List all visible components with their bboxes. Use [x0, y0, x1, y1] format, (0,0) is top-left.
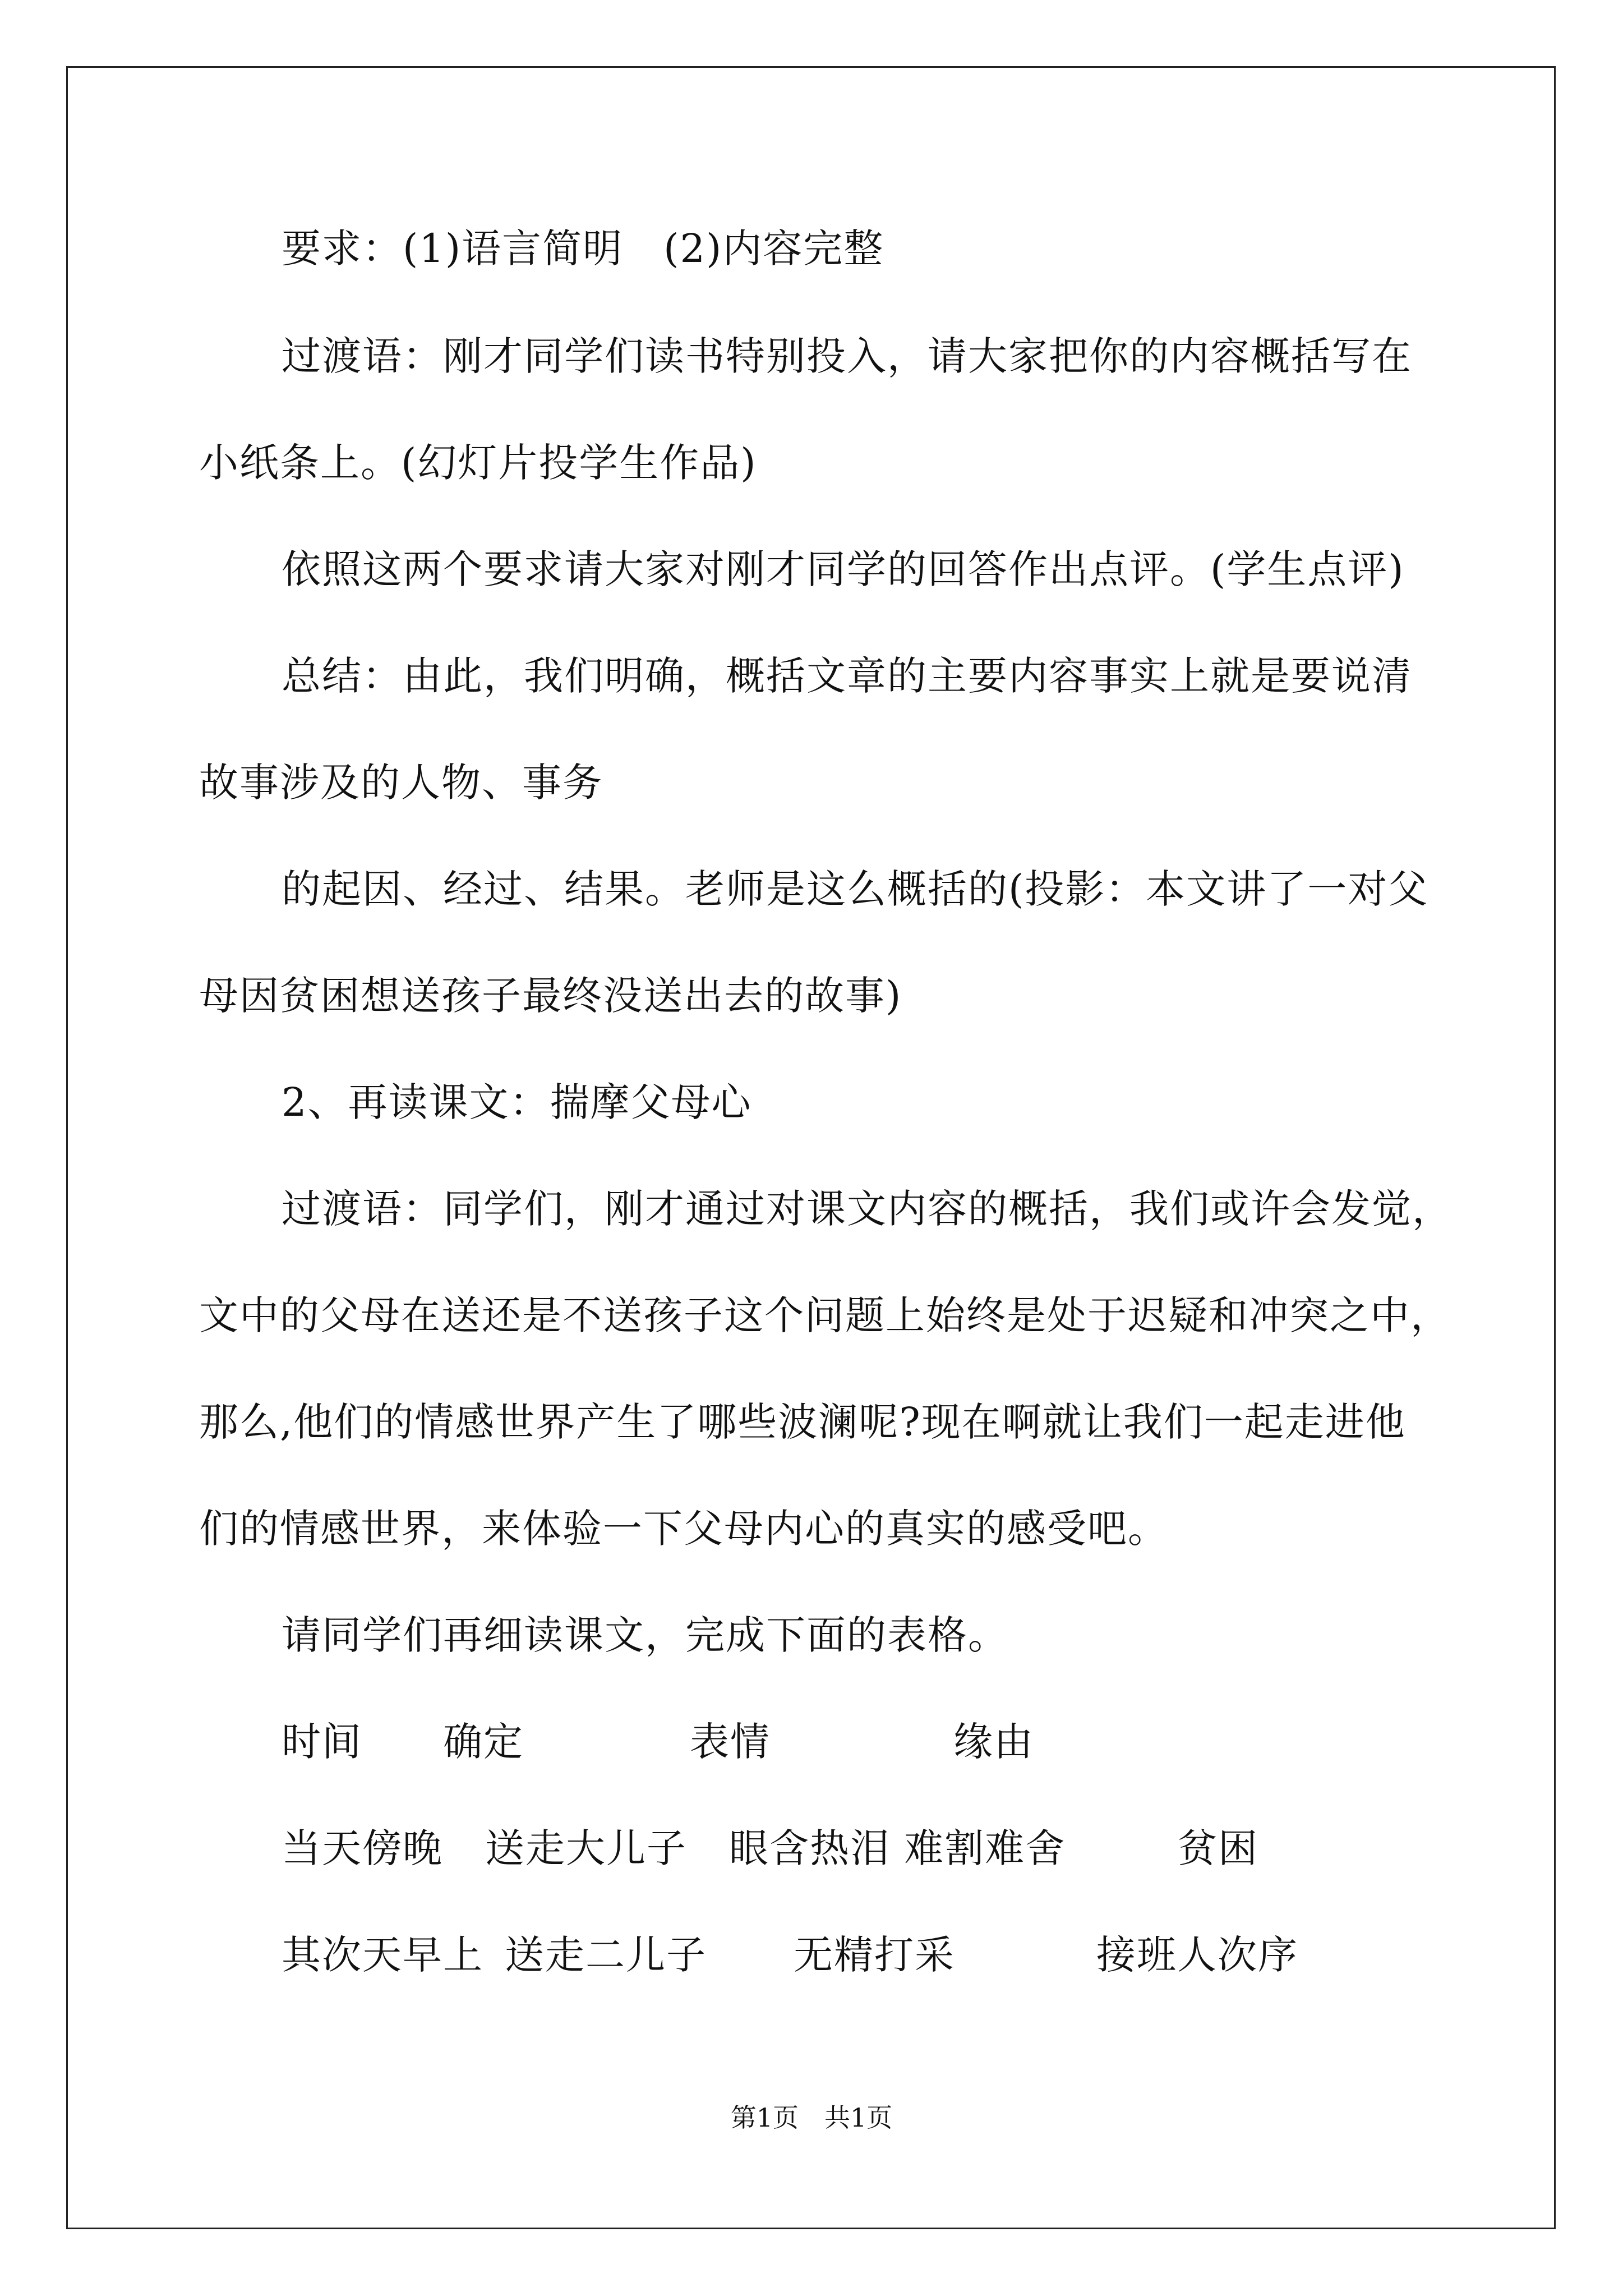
paragraph-summary-cont: 故事涉及的人物、事务 — [199, 760, 603, 806]
paragraph-evaluate: 依照这两个要求请大家对刚才同学的回答作出点评。(学生点评) — [282, 546, 1405, 592]
paragraph-cause-cont: 母因贫困想送孩子最终没送出去的故事) — [199, 973, 902, 1019]
table-cell-time: 其次天早上 — [282, 1932, 483, 1978]
table-header-expression: 表情 — [690, 1719, 771, 1765]
paragraph-transition-2-cont-1: 文中的父母在送还是不送孩子这个问题上始终是处于迟疑和冲突之中， — [199, 1292, 1451, 1338]
table-cell-reason: 接班人次序 — [1096, 1932, 1298, 1978]
paragraph-summary: 总结：由此，我们明确，概括文章的主要内容事实上就是要说清 — [282, 653, 1412, 699]
table-cell-decision: 送走大儿子 — [485, 1825, 687, 1871]
paragraph-transition-1-cont: 小纸条上。(幻灯片投学生作品) — [199, 440, 757, 486]
paragraph-transition-2: 过渡语：同学们，刚才通过对课文内容的概括，我们或许会发觉， — [282, 1186, 1453, 1232]
table-header-reason: 缘由 — [953, 1719, 1034, 1765]
paragraph-cause: 的起因、经过、结果。老师是这么概括的(投影：本文讲了一对父 — [282, 866, 1429, 912]
table-header-time: 时间 — [282, 1719, 362, 1765]
section-heading-reread: 2、再读课文：揣摩父母心 — [282, 1079, 752, 1125]
table-cell-expression: 无精打采 — [794, 1932, 955, 1978]
paragraph-table-instruction: 请同学们再细读课文，完成下面的表格。 — [282, 1612, 1008, 1658]
paragraph-transition-2-cont-2: 那么,他们的情感世界产生了哪些波澜呢?现在啊就让我们一起走进他 — [199, 1399, 1406, 1445]
paragraph-requirements: 要求：(1)语言简明 (2)内容完整 — [282, 226, 884, 272]
table-cell-time: 当天傍晚 — [282, 1825, 443, 1871]
table-cell-expression: 眼含热泪 难割难舍 — [729, 1825, 1066, 1871]
paragraph-transition-1: 过渡语：刚才同学们读书特别投入，请大家把你的内容概括写在 — [282, 333, 1412, 379]
page-number-footer: 第1页 共1页 — [730, 2102, 893, 2133]
page-border — [66, 66, 1556, 2229]
table-header-decision: 确定 — [443, 1719, 524, 1765]
paragraph-transition-2-cont-3: 们的情感世界，来体验一下父母内心的真实的感受吧。 — [199, 1506, 1168, 1552]
table-cell-reason: 贫困 — [1178, 1825, 1258, 1871]
table-cell-decision: 送走二儿子 — [505, 1932, 707, 1978]
